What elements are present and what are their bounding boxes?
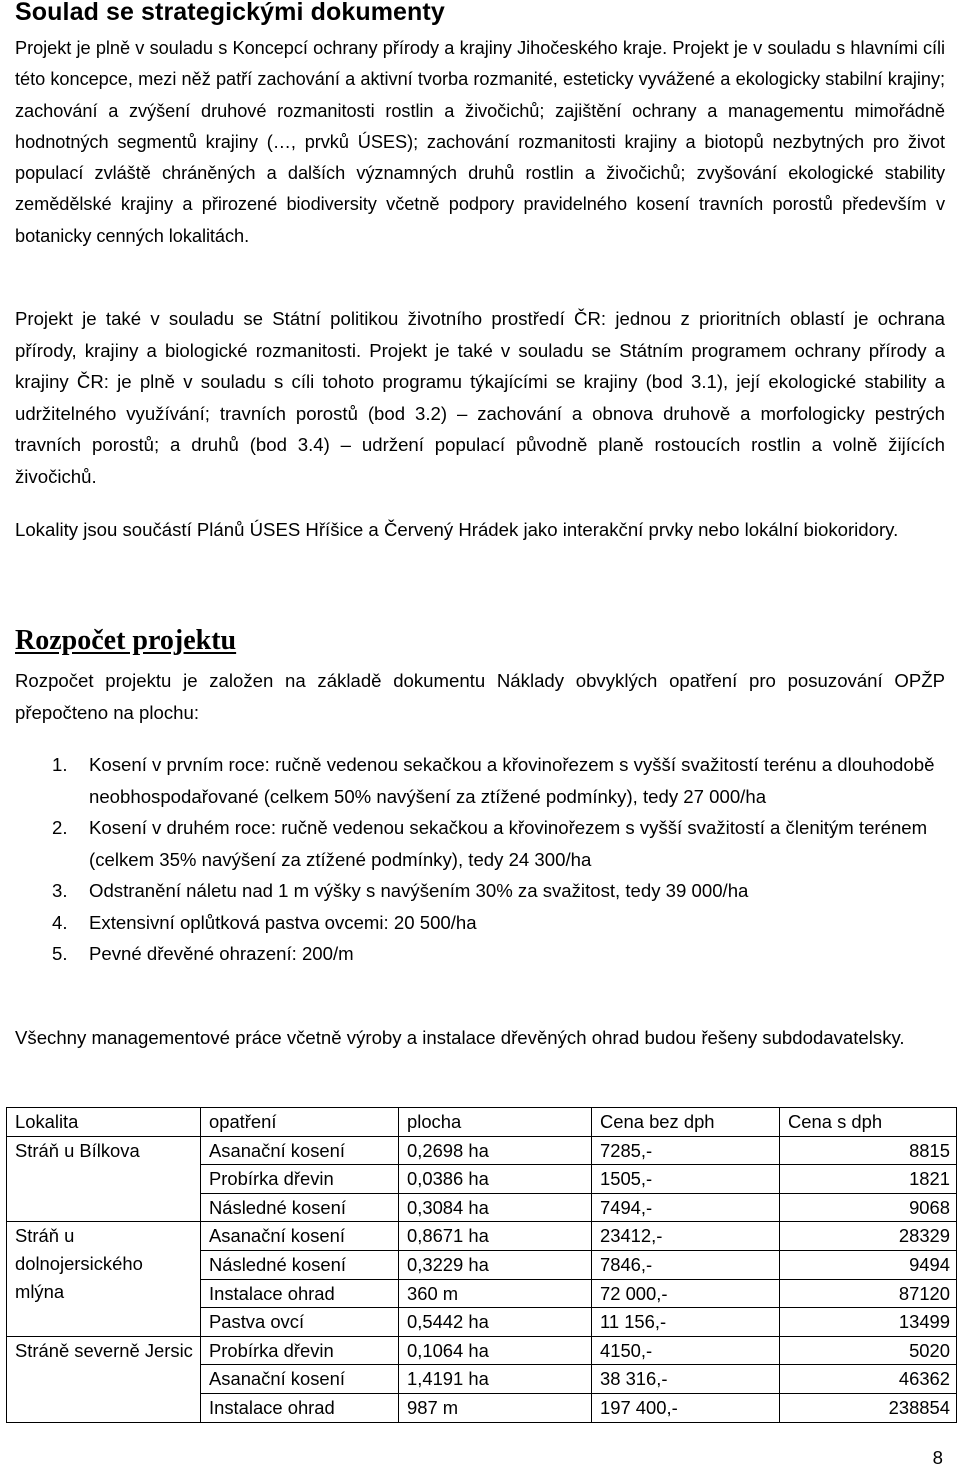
table-cell: 7846,-	[592, 1250, 780, 1279]
table-cell: Probírka dřevin	[201, 1336, 399, 1365]
table-cell: Pastva ovcí	[201, 1308, 399, 1337]
table-cell: 0,5442 ha	[399, 1308, 592, 1337]
cost-items-list	[15, 749, 945, 970]
page-number: 8	[932, 1447, 943, 1468]
table-cell: Asanační kosení	[201, 1222, 399, 1251]
table-cell: 13499	[780, 1308, 957, 1337]
list-item-number: 3.	[52, 880, 68, 901]
table-cell: Následné kosení	[201, 1250, 399, 1279]
location-cell: Stráň u Bílkova	[7, 1136, 201, 1222]
table-cell: 987 m	[399, 1393, 592, 1422]
table-cell: Asanační kosení	[201, 1365, 399, 1394]
table-cell: 11 156,-	[592, 1308, 780, 1337]
list-item-number: 5.	[52, 943, 68, 964]
section-heading-strategic-documents: Soulad se strategickými dokumenty	[15, 0, 445, 26]
paragraph-uses-plans: Lokality jsou součástí Plánů ÚSES Hříšice a Červený Hrádek jako interakční prvky nebo lokální biokoridory.	[15, 519, 899, 540]
table-cell: 4150,-	[592, 1336, 780, 1365]
table-cell: 46362	[780, 1365, 957, 1394]
table-cell: 5020	[780, 1336, 957, 1365]
table-row	[7, 1136, 957, 1165]
list-item-number: 1.	[52, 754, 68, 775]
table-cell: 1505,-	[592, 1165, 780, 1194]
table-cell: Následné kosení	[201, 1193, 399, 1222]
table-cell: 1821	[780, 1165, 957, 1194]
table-cell: 23412,-	[592, 1222, 780, 1251]
table-cell: 0,8671 ha	[399, 1222, 592, 1251]
table-cell: 197 400,-	[592, 1393, 780, 1422]
table-row	[7, 1336, 957, 1365]
location-cell: Stráně severně Jersic	[7, 1336, 201, 1422]
list-item	[15, 875, 945, 907]
table-cell: 0,3084 ha	[399, 1193, 592, 1222]
table-header-cell: plocha	[399, 1108, 592, 1137]
table-cell: 0,2698 ha	[399, 1136, 592, 1165]
table-cell: 0,1064 ha	[399, 1336, 592, 1365]
table-row	[7, 1222, 957, 1251]
table-cell: 7494,-	[592, 1193, 780, 1222]
location-cell: Stráň u dolnojersického mlýna	[7, 1222, 201, 1336]
table-cell: 28329	[780, 1222, 957, 1251]
paragraph-budget-intro: Rozpočet projektu je založen na základě dokumentu Náklady obvyklých opatření pro posuzování OPŽP přepočteno na plochu:	[15, 670, 945, 723]
table-cell: 1,4191 ha	[399, 1365, 592, 1394]
list-item-number: 4.	[52, 911, 68, 933]
table-cell: 8815	[780, 1136, 957, 1165]
table-cell: 238854	[780, 1393, 957, 1422]
table-header-cell: Lokalita	[7, 1108, 201, 1137]
table-cell: Instalace ohrad	[201, 1393, 399, 1422]
list-item-text: Pevné dřevěné ohrazení: 200/m	[89, 943, 354, 964]
list-item-number: 2.	[52, 817, 68, 838]
paragraph-subcontracting: Všechny managementové práce včetně výroby a instalace dřevěných ohrad budou řešeny subdodavatelsky.	[15, 1027, 905, 1048]
table-cell: 9068	[780, 1193, 957, 1222]
list-item-text: Odstranění náletu nad 1 m výšky s navýšením 30% za svažitost, tedy 39 000/ha	[89, 880, 749, 901]
table-cell: Instalace ohrad	[201, 1279, 399, 1308]
table-cell: Probírka dřevin	[201, 1165, 399, 1194]
budget-table	[6, 1107, 957, 1423]
table-cell: 87120	[780, 1279, 957, 1308]
table-cell: 0,3229 ha	[399, 1250, 592, 1279]
table-header-cell: opatření	[201, 1108, 399, 1137]
section-heading-budget: Rozpočet projektu	[15, 625, 237, 656]
table-header-row	[7, 1108, 957, 1137]
list-item-text: Kosení v prvním roce: ručně vedenou sekačkou a křovinořezem s vyšší svažitostí terénu a dlouhodobě neobhospodařované (celkem 50% navýšení za ztížené podmínky), tedy 27 000/ha	[89, 754, 935, 807]
list-item	[15, 812, 945, 875]
list-item-text: Kosení v druhém roce: ručně vedenou sekačkou a křovinořezem s vyšší svažitostí a členitým terénem (celkem 35% navýšení za ztížené podmínky), tedy 24 300/ha	[89, 817, 928, 870]
list-item-text: Extensivní oplůtková pastva ovcemi: 20 500/ha	[89, 911, 477, 933]
table-cell: 72 000,-	[592, 1279, 780, 1308]
table-cell: 9494	[780, 1250, 957, 1279]
table-cell: 38 316,-	[592, 1365, 780, 1394]
paragraph-state-policy: Projekt je také v souladu se Státní politikou životního prostředí ČR: jednou z prioritních oblastí je ochrana přírody, krajiny a biologické rozmanitosti. Projekt je také v souladu se Státním programem ochrany přírody a krajiny ČR: je plně v souladu s cíli tohoto programu týkajícími se krajiny (bod 3.1), její ekologické stability a udržitelného využívání; travních porostů (bod 3.2) – zachování a obnova druhově a morfologicky pestrých travních porostů; a druhů (bod 3.4) – udržení populací původně planě rostoucích rostlin a volně žijících živočichů.	[15, 308, 945, 487]
paragraph-regional-concept: Projekt je plně v souladu s Koncepcí ochrany přírody a krajiny Jihočeského kraje. Projekt je v souladu s hlavními cíli této koncepce, mezi něž patří zachování a aktivní tvorba rozmanité, esteticky vyvážené a ekologicky stabilní krajiny; zachování a zvýšení druhové rozmanitosti rostlin a živočichů; zajištění ochrany a managementu mimořádně hodnotných segmentů krajiny (…, prvků ÚSES); zachování rozmanitosti krajiny a biotopů nezbytných pro život populací zvláště chráněných a dalších významných druhů rostlin a živočichů; zvyšování ekologické stability zemědělské krajiny a přirozené biodiversity včetně podpory pravidelného kosení travních porostů především v botanicky cenných lokalitách.	[15, 38, 945, 246]
table-cell: Asanační kosení	[201, 1136, 399, 1165]
table-header-cell: Cena s dph	[780, 1108, 957, 1137]
table-cell: 0,0386 ha	[399, 1165, 592, 1194]
table-cell: 360 m	[399, 1279, 592, 1308]
list-item	[15, 749, 945, 812]
table-cell: 7285,-	[592, 1136, 780, 1165]
list-item	[15, 907, 945, 939]
table-header-cell: Cena bez dph	[592, 1108, 780, 1137]
list-item	[15, 938, 945, 970]
